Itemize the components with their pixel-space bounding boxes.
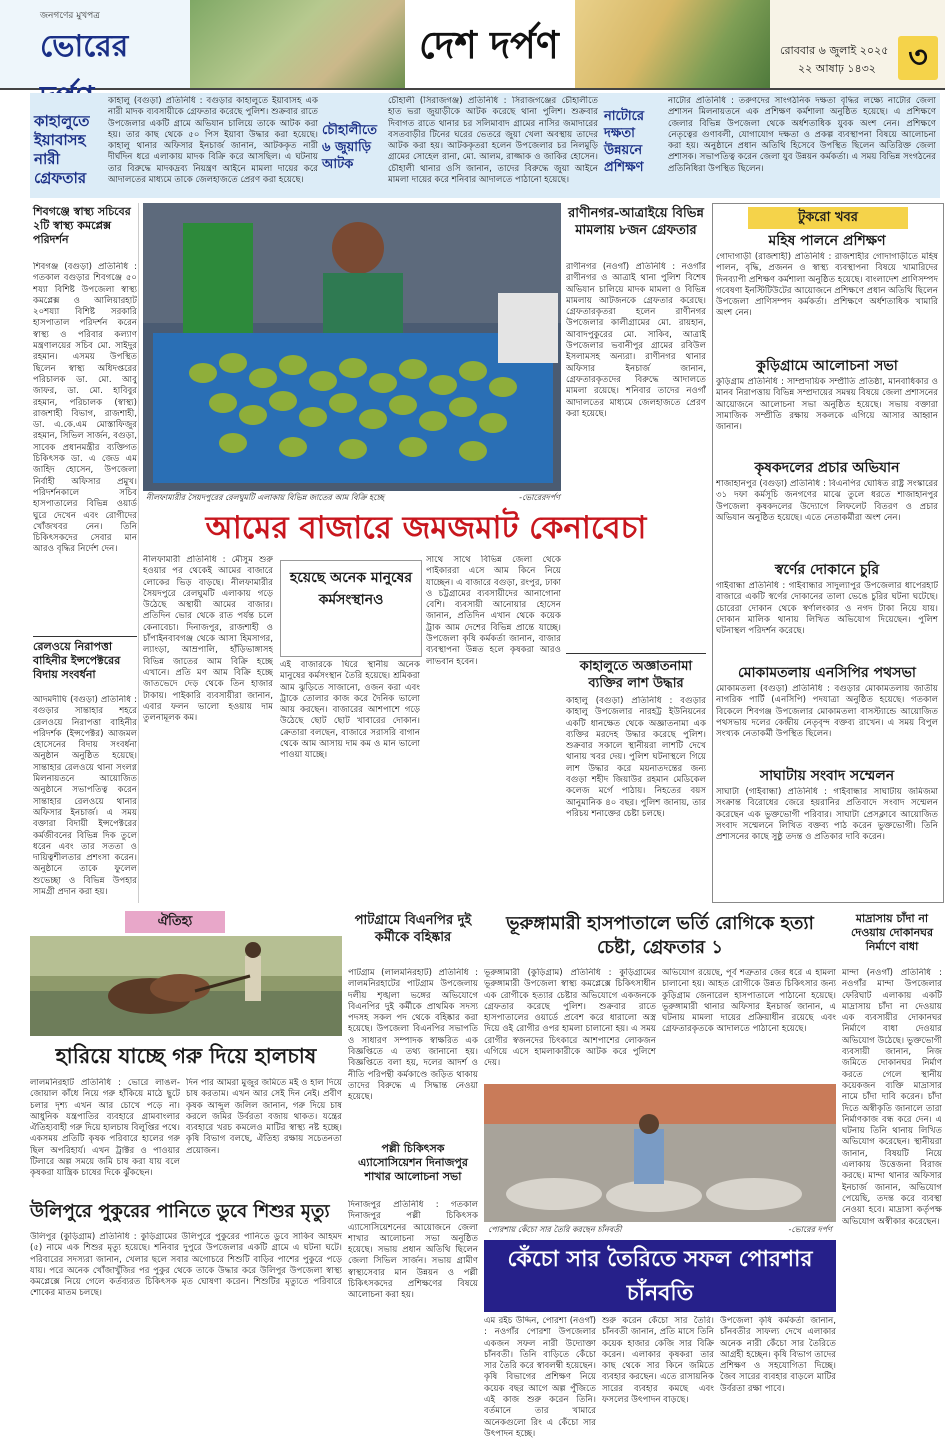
logo-title: ভোরের <box>40 29 129 64</box>
date-box <box>770 0 945 88</box>
madrasa-body: মান্দা (নওগাঁ) প্রতিনিধি : নওগাঁর মান্দা উপজেলার ফেরিঘাট এলাকায় একটি মাদ্রাসায় চাঁদা না দেওয়ায় এক ব্যবসায়ীর দোকানঘর নির্মাণে বাধা দেওয়ার অভিযোগ উঠেছে। ভুক্তভোগী ব্যবসায়ী জানান, নিজ জমিতে দোকানঘর নির্মাণ করতে গেলে স্থানীয় কয়েকজন ব্যক্তি মাদ্রাসার নামে চাঁদা দাবি করেন। চাঁদা দিতে অস্বীকৃতি জানালে তারা নির্মাণকাজ বন্ধ করে দেন। এ ঘটনায় তিনি থানায় লিখিত অভিযোগ করেছেন। স্থানীয়রা জানান, বিষয়টি নিয়ে এলাকায় উত্তেজনা বিরাজ করছে। মান্দা থানার অফিসার ইনচার্জ জানান, অভিযোগ পেয়েছি, তদন্ত করে ব্যবস্থা নেওয়া হবে। মাদ্রাসা কর্তৃপক্ষ অভিযোগ অস্বীকার করেছেন। <box>842 968 942 1227</box>
brief1-body: কাহালু (বগুড়া) প্রতিনিধি : বগুড়ার কাহালুতে ইয়াবাসহ এক নারী মাদক ব্যবসায়ীকে গ্রেফতার করেছে পুলিশ। শুক্রবার রাতে উপজেলার একটি গ্রামে অভিযান চালিয়ে তাকে আটক করা হয়। তার কাছ থেকে ৫০ পিস ইয়াবা উদ্ধার করা হয়েছে। কাহালু থানার অফিসার ইনচার্জ জানান, আটককৃত নারী দীর্ঘদিন ধরে এলাকায় মাদক বিক্রি করে আসছিল। এ ঘটনায় তার বিরুদ্ধে মাদকদ্রব্য নিয়ন্ত্রণ আইনে মামলা দায়ের করে আদালতের মাধ্যমে তাকে জেলহাজতে প্রেরণ করা হয়েছে। <box>108 96 318 186</box>
vermicompost-photo-credit: -ভোরের দর্পণ <box>788 1225 832 1234</box>
mango-headline: আমের বাজারে জমজমাট কেনাবেচা <box>205 510 647 546</box>
polli-body: দিনাজপুর প্রতিনিধি : গতকাল দিনাজপুর পল্লী চিকিৎসক এ্যাসোসিয়েশনের আয়োজনে জেলা শাখার আলোচনা সভা অনুষ্ঠিত হয়েছে। সভায় প্রধান অতিথি ছিলেন জেলা সিভিল সার্জন। সভায় গ্রামীণ স্বাস্থ্যসেবার মান উন্নয়ন ও পল্লী চিকিৎসকদের প্রশিক্ষণের বিষয়ে আলোচনা করা হয়। <box>348 1200 478 1301</box>
tukro-item2-body: কুড়িগ্রাম প্রতিনিধি : সাম্প্রদায়িক সম্প্রীতি প্রতিষ্ঠা, মানবাধিকার ও মানব নিরাপত্তায় বিভিন্ন সম্প্রদায়ের সমন্বয় বিষয়ে জেলা প্রশাসনের আয়োজনে আলোচনা সভা অনুষ্ঠিত হয়েছে। সভায় বক্তারা সামাজিক সম্প্রীতি রক্ষায় সকলকে এগিয়ে আসার আহ্বান জানান। <box>716 377 938 433</box>
kencho-headline: কেঁচো সার তৈরিতে সফল পোরশার চাঁনবতি <box>507 1246 813 1306</box>
divider <box>566 653 706 654</box>
tukro-item4-headline: স্বর্ণের দোকানে চুরি <box>774 562 880 578</box>
bhurungamari-body-col2: অভিযোগ রয়েছে, পূর্ব শত্রুতার জের ধরে এ হামলা চালানো হয়। আহত রোগীকে উন্নত চিকিৎসার জন্য কুড়িগ্রাম জেনারেল হাসপাতালে পাঠানো হয়েছে। ভূরুঙ্গামারী থানার অফিসার ইনচার্জ জানান, এ ঘটনায় মামলা দায়ের প্রক্রিয়াধীন রয়েছে এবং গ্রেফতারকৃতকে আদালতে পাঠানো হয়েছে। <box>662 968 836 1035</box>
oitijjho-label: ঐতিহ্য <box>157 914 193 929</box>
tukro-item5-headline: মোকামতলায় এনসিপির পথসভা <box>738 665 916 681</box>
vermicompost-photo <box>484 1084 836 1222</box>
polli-headline: পল্লী চিকিৎসক এ্যাসোসিয়েশন দিনাজপুর শাখার আলোচনা সভা <box>358 1142 468 1183</box>
brief2-headline: চৌহালীতে ৬ জুয়াড়ি আটক <box>322 123 377 172</box>
brief3-headline: নাটোরে দক্ষতা উন্নয়নে প্রশিক্ষণ <box>604 109 644 175</box>
plough-photo-illustration <box>30 936 342 1036</box>
kahalu2-headline: কাহালুতে অজ্ঞাতনামা ব্যক্তির লাশ উদ্ধার <box>579 659 693 691</box>
oitijjho-body-col1: লালমনিরহাট প্রতিনিধি : ভোরে লাঙল-জোয়াল কাঁধে নিয়ে গরু হাঁকিয়ে মাঠে ছুটে চলার দৃশ্য এখন আর চোখে পড়ে না। আধুনিক যন্ত্রপাতির ব্যবহারে গ্রামবাংলার ঐতিহ্যবাহী গরু দিয়ে হালচাষ বিলুপ্তির পথে। একসময় প্রতিটি কৃষক পরিবারে হালের গরু ছিল অপরিহার্য। এখন ট্রাক্টর ও পাওয়ার টিলারে অল্প সময়ে জমি চাষ করা যায় বলে কৃষকরা যান্ত্রিক চাষের দিকে ঝুঁকছেন। <box>30 1078 180 1179</box>
mango-pullquote-box <box>280 560 422 657</box>
mango-photo-caption: নীলফামারীর সৈয়দপুরের রেলঘুমটি এলাকায় বিভিন্ন জাতের আম বিক্রি হচ্ছে <box>146 493 385 502</box>
madrasa-headline: মাদ্রাসায় চাঁদা না দেওয়ায় দোকানঘর নির্মাণে বাধা <box>850 912 934 953</box>
tukro-khobor-header-bg <box>748 207 908 229</box>
masthead-photo-fields <box>575 0 770 88</box>
brief3-body: নাটোর প্রতিনিধি : তরুণদের সাংগঠনিক দক্ষতা বৃদ্ধির লক্ষ্যে নাটোর জেলা প্রশাসন মিলনায়তনে এক প্রশিক্ষণ কর্মশালা অনুষ্ঠিত হয়েছে। এ প্রশিক্ষণে জেলার বিভিন্ন উপজেলা থেকে অর্ধশতাধিক যুবক অংশ নেন। প্রশিক্ষণে নেতৃত্বের গুণাবলী, যোগাযোগ দক্ষতা ও প্রকল্প ব্যবস্থাপনা বিষয়ে আলোচনা করা হয়। অনুষ্ঠানে প্রধান অতিথি হিসেবে উপস্থিত ছিলেন অতিরিক্ত জেলা প্রশাসক। সভাপতিত্ব করেন জেলা যুব উন্নয়ন কর্মকর্তা। এ সময় বিভিন্ন সংগঠনের প্রতিনিধিরা উপস্থিত ছিলেন। <box>668 96 936 174</box>
tukro-item2-headline: কুড়িগ্রামে আলোচনা সভা <box>756 358 898 374</box>
tukro-item6-headline: সাঘাটায় সংবাদ সম্মেলন <box>759 768 895 784</box>
tukro-item5-body: মোকামতলা (বগুড়া) প্রতিনিধি : বগুড়ার মোকামতলায় জাতীয় নাগরিক পার্টি (এনসিপি) পদযাত্রা অনুষ্ঠিত হয়েছে। গতকাল বিকেলে শিবগঞ্জ উপজেলার মোকামতলা বাসস্ট্যান্ডে আয়োজিত পথসভায় দলের কেন্দ্রীয় নেতৃবৃন্দ বক্তব্য রাখেন। এ সময় বিপুল সংখ্যক নেতাকর্মী উপস্থিত ছিলেন। <box>716 684 938 740</box>
oitijjho-label-bg <box>125 911 225 933</box>
kencho-headline-box <box>484 1240 836 1312</box>
tukro-khobor-header: টুকরো খবর <box>798 210 858 225</box>
brief1-headline: কাহালুতে ইয়াবাসহ নারী গ্রেফতার <box>34 112 90 187</box>
date-gregorian: রোববার ৬ জুলাই ২০২৫ <box>780 44 889 57</box>
kencho-body-col3: উপজেলা কৃষি কর্মকর্তা জানান, চাঁনবতীর সাফল্য দেখে এলাকার অনেক নারী কেঁচো সার তৈরিতে আগ্রহী হচ্ছেন। কৃষি বিভাগ তাদের প্রশিক্ষণ ও সহযোগিতা দিচ্ছে। জৈব সারের ব্যবহার বাড়লে মাটির উর্বরতা রক্ষা পাবে। <box>720 1316 836 1394</box>
bhurungamari-headline: ভূরুঙ্গামারী হাসপাতালে ভর্তি রোগিকে হত্যা চেষ্টা, গ্রেফতার ১ <box>506 913 814 958</box>
left-story2-body: আদমদীঘি (বগুড়া) প্রতিনিধি : বগুড়ার সান্তাহার শহরে রেলওয়ে নিরাপত্তা বাহিনীর পরিদর্শক (ইন্সপেক্টর) আজমল হোসেনের বিদায় সংবর্ধনা অনুষ্ঠান অনুষ্ঠিত হয়েছে। সান্তাহার রেলওয়ে থানা সংলগ্ন মিলনায়তনে আয়োজিত অনুষ্ঠানে সভাপতিত্ব করেন সান্তাহার রেলওয়ে থানার অফিসার ইনচার্জ। এ সময় বক্তারা বিদায়ী ইন্সপেক্টরের কর্মজীবনের বিভিন্ন দিক তুলে ধরেন এবং তার সততা ও দায়িত্বশীলতার প্রশংসা করেন। অনুষ্ঠানে তাকে ফুলেল শুভেচ্ছা ও বিভিন্ন উপহার সামগ্রী প্রদান করা হয়। <box>33 695 137 898</box>
ulipur-body: উলিপুর (কুড়িগ্রাম) প্রতিনিধি : কুড়িগ্রামের উলিপুরে পুকুরের পানিতে ডুবে সাকিব আহমদ (৫) নামে এক শিশুর মৃত্যু হয়েছে। শনিবার দুপুরে উপজেলার একটি গ্রামে এ ঘটনা ঘটে। পরিবারের সদস্যরা জানান, খেলার ছলে সবার অগোচরে শিশুটি বাড়ির পাশের পুকুরে পড়ে যায়। পরে অনেক খোঁজাখুঁজির পর পুকুর থেকে তাকে উদ্ধার করে উলিপুর উপজেলা স্বাস্থ্য কমপ্লেক্সে নিয়ে গেলে কর্তব্যরত চিকিৎসক মৃত ঘোষণা করেন। শিশুটির মৃত্যুতে পরিবারে শোকের মাতম চলছে। <box>30 1232 342 1299</box>
raninagar-body: রাণীনগর (নওগাঁ) প্রতিনিধি : নওগাঁর রাণীনগর ও আত্রাই থানা পুলিশ বিশেষ অভিযান চালিয়ে মাদক মামলা ও বিভিন্ন মামলায় আটজনকে গ্রেফতার করেছে। গ্রেফতারকৃতরা হলেন রাণীনগর উপজেলার কালীগ্রামের মো. রায়হান, আবাদপুকুরের মো. সাকিব, আত্রাই উপজেলার ভবানীপুর গ্রামের রবিউল ইসলামসহ অন্যরা। রাণীনগর থানার অফিসার ইনচার্জ জানান, গ্রেফতারকৃতদের বিরুদ্ধে আদালতে মামলা রয়েছে। শনিবার তাদের নওগাঁ আদালতের মাধ্যমে জেলহাজতে প্রেরণ করা হয়েছে। <box>566 262 706 419</box>
tukro-item4-body: গাইবান্ধা প্রতিনিধি : গাইবান্ধার সাদুল্যাপুর উপজেলার ধাপেরহাট বাজারে একটি স্বর্ণের দোকানের তালা ভেঙে চুরির ঘটনা ঘটেছে। চোরেরা দোকান থেকে স্বর্ণালংকার ও নগদ টাকা নিয়ে যায়। দোকান মালিক থানায় লিখিত অভিযোগ দিয়েছেন। পুলিশ ঘটনাস্থল পরিদর্শন করেছে। <box>716 581 938 637</box>
section-title: দেশ দর্পণ <box>419 22 559 67</box>
plough-photo <box>30 936 342 1036</box>
oitijjho-headline: হারিয়ে যাচ্ছে গরু দিয়ে হালচাষ <box>55 1043 317 1068</box>
mango-market-photo <box>143 203 561 491</box>
divider <box>33 636 137 637</box>
tukro-item1-headline: মহিষ পালনে প্রশিক্ষণ <box>768 233 886 249</box>
mango-body-col3: সাথে সাথে বিভিন্ন জেলা থেকে পাইকাররা এসে আম কিনে নিয়ে যাচ্ছেন। এ বাজারে বগুড়া, রংপুর, ঢাকা ও চট্টগ্রামের ব্যবসায়ীদের আনাগোনা বেশি। ব্যবসায়ী আনোয়ার হোসেন জানান, প্রতিদিন এখান থেকে কয়েক ট্রাক আম দেশের বিভিন্ন প্রান্তে যাচ্ছে। উপজেলা কৃষি কর্মকর্তা জানান, বাজার ব্যবস্থাপনা উন্নত হলে কৃষকরা আরও লাভবান হবেন। <box>426 555 561 667</box>
patgram-body: পাটগ্রাম (লালমনিরহাট) প্রতিনিধি : লালমনিরহাটের পাটগ্রাম উপজেলায় দলীয় শৃঙ্খলা ভঙ্গের অভিযোগে বিএনপির দুই কর্মীকে প্রাথমিক সদস্য পদসহ সকল পদ থেকে বহিষ্কার করা হয়েছে। উপজেলা বিএনপির সভাপতি ও সাধারণ সম্পাদক স্বাক্ষরিত এক বিজ্ঞপ্তিতে এ তথ্য জানানো হয়। বিজ্ঞপ্তিতে বলা হয়, দলের আদর্শ ও নীতি পরিপন্থী কর্মকাণ্ডে জড়িত থাকায় তাদের বিরুদ্ধে এ সিদ্ধান্ত নেওয়া হয়েছে। <box>348 968 478 1103</box>
vermicompost-photo-caption: পোরশায় কেঁচো সার তৈরি করছেন চাঁনবতী <box>488 1225 622 1234</box>
page-number: ৩ <box>898 36 938 80</box>
mango-body-col1: নীলফামারী প্রতিনিধি : মৌসুম শুরু হওয়ার পর থেকেই আমের বাজারে লোকের ভিড় বাড়ছে। নীলফামারীর সৈয়দপুরে রেলঘুমটি এলাকায় গড়ে উঠেছে অস্থায়ী আমের বাজার। প্রতিদিন ভোর থেকে রাত পর্যন্ত চলে কেনাবেচা। দিনাজপুর, রাজশাহী ও চাঁপাইনবাবগঞ্জ থেকে আসা হিমসাগর, ল্যাংড়া, আম্রপালি, হাঁড়িভাঙ্গাসহ বিভিন্ন জাতের আম বিক্রি হচ্ছে এখানে। প্রতি মণ আম বিক্রি হচ্ছে জাতভেদে দেড় থেকে তিন হাজার টাকায়। পাইকারি ব্যবসায়ীরা জানান, এবার ফলন ভালো হওয়ায় দাম তুলনামূলক কম। <box>143 555 273 724</box>
brief2-body: চৌহালী (সিরাজগঞ্জ) প্রতিনিধি : সিরাজগঞ্জের চৌহালীতে হাত ভরা জুয়াড়ীকে আটক করেছে থানা পুলিশ। শুক্রবার দিবাগত রাতে থানার চর সলিমাবাদ গ্রামের নাসির জমাদারের বসতবাড়ীর টিনের ঘরের ভেতরে জুয়া খেলা অবস্থায় তাদের আটক করা হয়। আটককৃতরা হলেন উপজেলার চর নিলমুড়ি গ্রামের সোহেল রানা, মো. আলম, রাজ্জাক ও জাকির হোসেন। চৌহালী থানার ওসি জানান, তাদের বিরুদ্ধে জুয়া আইনে মামলা দায়ের করে শনিবার আদালতে পাঠানো হয়েছে। <box>388 96 598 186</box>
tukro-item3-headline: কৃষকদলের প্রচার অভিযান <box>754 460 900 476</box>
tukro-item3-body: শাজাহানপুর (বগুড়া) প্রতিনিধি : বিএনপির ঘোষিত রাষ্ট্র সংস্কারের ৩১ দফা কর্মসূচি জনগণের মাঝে তুলে ধরতে শাজাহানপুর উপজেলা কৃষকদলের উদ্যোগে লিফলেট বিতরণ ও প্রচার অভিযান অনুষ্ঠিত হয়েছে। এতে নেতাকর্মীরা অংশ নেন। <box>716 479 938 523</box>
mango-photo-credit: -ভোরেরদর্পণ <box>519 493 560 502</box>
bhurungamari-body-col1: ভূরুঙ্গামারী (কুড়িগ্রাম) প্রতিনিধি : কুড়িগ্রামের ভূরুঙ্গামারী উপজেলা স্বাস্থ্য কমপ্লেক্সে চিকিৎসাধীন এক রোগীকে হত্যার চেষ্টার অভিযোগে একজনকে গ্রেফতার করেছে পুলিশ। শুক্রবার রাতে হাসপাতালের ওয়ার্ডে প্রবেশ করে ধারালো অস্ত্র দিয়ে ওই রোগীর ওপর হামলা চালানো হয়। এ সময় রোগীর স্বজনদের চিৎকারে আশপাশের লোকজন এগিয়ে এসে হামলাকারীকে আটক করে পুলিশে দেয়। <box>484 968 656 1069</box>
left-story1-body: শিবগঞ্জ (বগুড়া) প্রতিনিধি : গতকাল বগুড়ার শিবগঞ্জে ৫০ শয্যা বিশিষ্ট উপজেলা স্বাস্থ্য কমপ্লেক্স ও আলিয়ারহাট ২০শয্যা বিশিষ্ট সরকারি হাসপাতাল পরিদর্শন করেন স্বাস্থ্য ও পরিবার কল্যাণ মন্ত্রণালয়ের সচিব মো. সাইদুর রহমান। এসময় উপস্থিত ছিলেন স্বাস্থ্য অধিদপ্তরের পরিচালক ডা. মো. আবু জাফর, ডা. মো. হাবিবুর রহমান, পরিচালক (স্বাস্থ্য) রাজশাহী বিভাগ, রাজশাহী, ডা. এ.কে.এম মোস্তাফিজুর রহমান, সিভিল সার্জন, বগুড়া, সাবেক প্রধানমন্ত্রীর ব্যক্তিগত চিকিৎসক ডা. এ জেড এম জাহিদ হোসেন, উপজেলা নির্বাহী অফিসার প্রমুখ। পরিদর্শনকালে সচিব হাসপাতালের বিভিন্ন ওয়ার্ড ঘুরে দেখেন এবং রোগীদের খোঁজখবর নেন। তিনি চিকিৎসকদের সেবার মান আরও বৃদ্ধির নির্দেশ দেন। <box>33 262 137 555</box>
raninagar-headline: রাণীনগর-আত্রাইয়ে বিভিন্ন মামলায় ৮জন গ্রেফতার <box>568 206 704 238</box>
newspaper-logo <box>0 0 190 88</box>
kencho-body-col1: এম রইচ উদ্দিন, পোরশা (নওগাঁ) : নওগাঁর পোরশা উপজেলার একজন সফল নারী উদ্যোক্তা চাঁনবতী। তিনি বাড়িতে কেঁচো সার তৈরি করে স্বাবলম্বী হয়েছেন। কৃষি বিভাগের প্রশিক্ষণ নিয়ে কয়েক বছর আগে অল্প পুঁজিতে এই কাজ শুরু করেন তিনি। বর্তমানে তার খামারে অনেকগুলো রিং এ কেঁচো সার উৎপাদন হচ্ছে। <box>484 1316 596 1439</box>
masthead <box>0 0 945 90</box>
tukro-item1-body: গোদাগাড়ী (রাজশাহী) প্রতিনিধি : রাজশাহীর গোদাগাড়ীতে মহিষ পালন, বৃদ্ধি, প্রজনন ও স্বাস্থ্য ব্যবস্থাপনা বিষয়ে খামারিদের দিনব্যাপী প্রশিক্ষণ কর্মশালা অনুষ্ঠিত হয়েছে। বাংলাদেশ প্রাণিসম্পদ গবেষণা ইনস্টিটিউটের আয়োজনে প্রশিক্ষণে প্রধান অতিথি ছিলেন উপজেলা প্রাণিসম্পদ কর্মকর্তা। প্রশিক্ষণে অর্ধশতাধিক খামারি অংশ নেন। <box>716 252 938 319</box>
ulipur-headline: উলিপুরে পুকুরের পানিতে ডুবে শিশুর মৃত্যু <box>30 1201 330 1222</box>
oitijjho-body-col2: দিন পার আমরা মুজুর জমিতে মই ও হাল দিয়ে চাষ করতাম। এখন আর সেই দিন নেই। প্রবীণ কৃষক আব্দুল জলিল জানান, গরু দিয়ে চাষ করলে জমির উর্বরতা বজায় থাকত। যন্ত্রের ব্যবহারে খরচ কমলেও মাটির স্বাস্থ্য নষ্ট হচ্ছে। কৃষি বিভাগ বলছে, ঐতিহ্য রক্ষায় সচেতনতা প্রয়োজন। <box>186 1078 342 1156</box>
mango-pullquote: হয়েছে অনেক মানুষের কর্মসংস্থানও <box>289 570 413 608</box>
logo-tagline: জনগণের মুখপত্র <box>40 11 100 21</box>
date-bengali: ২২ আষাঢ় ১৪৩২ <box>798 62 876 75</box>
masthead-photo-farmers <box>190 0 405 88</box>
mango-body-col2: এই বাজারকে ঘিরে স্থানীয় অনেক মানুষের কর্মসংস্থান তৈরি হয়েছে। শ্রমিকরা আম ঝুড়িতে সাজানো, ওজন করা এবং ট্রাকে তোলার কাজ করে দৈনিক ভালো আয় করছেন। বাজারের আশপাশে গড়ে উঠেছে ছোট ছোট খাবারের দোকান। ক্রেতারা বলছেন, বাজারে সরাসরি বাগান থেকে আম আসায় দাম কম ও মান ভালো পাওয়া যাচ্ছে। <box>280 660 420 761</box>
section-title-box <box>405 0 575 88</box>
kencho-body-col2: শুরু করেন কেঁচো সার তৈরি। চাঁনবতী জানান, প্রতি মাসে তিনি কয়েক হাজার কেজি সার বিক্রি করেন। এলাকার কৃষকরা তার কাছ থেকে সার কিনে জমিতে ব্যবহার করছেন। এতে রাসায়নিক সারের ব্যবহার কমছে এবং ফসলের উৎপাদন বাড়ছে। <box>602 1316 714 1406</box>
vermicompost-photo-illustration <box>484 1084 836 1222</box>
left-story1-headline: শিবগঞ্জে স্বাস্থ্য সচিবের ২টি স্বাস্থ্য কমপ্লেক্স পরিদর্শন <box>33 205 131 246</box>
patgram-headline: পাটগ্রামে বিএনপির দুই কর্মীকে বহিষ্কার <box>354 913 472 945</box>
left-story2-headline: রেলওয়ে নিরাপত্তা বাহিনীর ইন্সপেক্টরের বিদায় সংবর্ধনা <box>33 640 121 681</box>
kahalu2-body: কাহালু (বগুড়া) প্রতিনিধি : বগুড়ার কাহালু উপজেলার নারহট্ট ইউনিয়নের একটি ধানক্ষেত থেকে অজ্ঞাতনামা এক ব্যক্তির মরদেহ উদ্ধার করেছে পুলিশ। শুক্রবার সকালে স্থানীয়রা লাশটি দেখে থানায় খবর দেয়। পুলিশ ঘটনাস্থলে গিয়ে লাশ উদ্ধার করে ময়নাতদন্তের জন্য বগুড়া শহীদ জিয়াউর রহমান মেডিকেল কলেজ মর্গে পাঠায়। নিহতের বয়স আনুমানিক ৪০ বছর। পুলিশ জানায়, তার পরিচয় শনাক্তের চেষ্টা চলছে। <box>566 696 706 819</box>
tukro-item6-body: সাঘাটা (গাইবান্ধা) প্রতিনিধি : গাইবান্ধার সাঘাটায় জমিজমা সংক্রান্ত বিরোধের জেরে হয়রানির প্রতিবাদে সংবাদ সম্মেলন করেছেন এক ভুক্তভোগী পরিবার। সাঘাটা প্রেসক্লাবে আয়োজিত সংবাদ সম্মেলনে লিখিত বক্তব্য পাঠ করেন ভুক্তভোগী। তিনি প্রশাসনের কাছে সুষ্ঠু তদন্ত ও প্রতিকার দাবি করেন। <box>716 787 938 843</box>
mango-photo-illustration <box>143 203 561 491</box>
